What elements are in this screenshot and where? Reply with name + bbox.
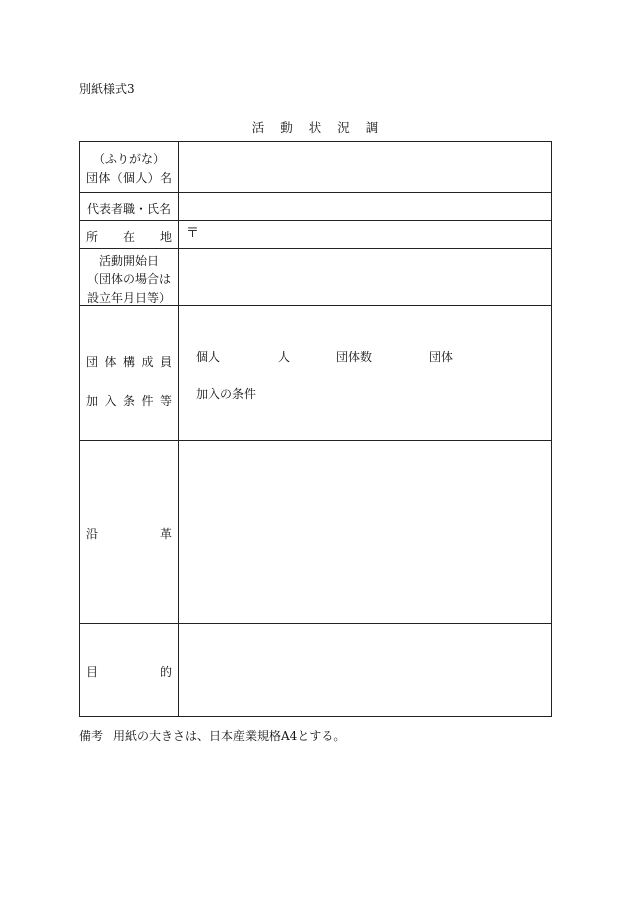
furigana-label: （ふりがな）: [92, 152, 165, 166]
address-label: [80, 228, 178, 245]
title-char: 動: [280, 120, 293, 135]
label-char: 在: [122, 230, 135, 244]
activity-start-label: 活動開始日: [98, 254, 159, 268]
document-title: [0, 118, 630, 136]
purpose-label: [80, 663, 178, 680]
activity-start-note-line1: （団体の場合は: [86, 272, 171, 286]
remarks-note: [79, 727, 345, 744]
group-unit: 団体: [429, 350, 454, 364]
row-divider: [80, 248, 551, 249]
label-char: 件: [141, 394, 154, 408]
title-char: 状: [308, 120, 322, 135]
label-char: 人: [135, 171, 148, 185]
row-divider: [80, 220, 551, 221]
individual-label: 個人: [196, 350, 221, 364]
label-char: 加: [86, 394, 99, 408]
label-char: 体: [104, 355, 117, 369]
label-char: 団: [86, 355, 99, 369]
label-char: 構: [122, 355, 135, 369]
label-char: 個: [122, 171, 135, 185]
title-char: 調: [365, 120, 379, 135]
row-divider: [80, 440, 551, 441]
group-count-label: 団体数: [336, 350, 373, 364]
history-label: [80, 525, 178, 542]
label-char: 条: [122, 394, 135, 408]
label-char: 員: [159, 355, 172, 369]
postal-mark: 〒: [186, 226, 200, 241]
join-condition-field-label: 加入の条件: [196, 387, 257, 401]
label-char: 所: [86, 230, 99, 244]
label-char: 入: [104, 394, 117, 408]
row-divider: [80, 192, 551, 193]
label-char: 名: [159, 171, 172, 185]
label-char: 地: [159, 230, 172, 244]
label-char: 等: [159, 394, 172, 408]
title-char: 活: [251, 120, 265, 135]
activity-status-table: [79, 141, 552, 717]
label-char: 沿: [86, 527, 99, 541]
label-char: 成: [141, 355, 154, 369]
form-number: 別紙様式3: [79, 82, 135, 96]
column-divider: [178, 142, 179, 716]
remarks-label: 備考: [79, 729, 104, 743]
label-char: 体: [98, 171, 111, 185]
label-char: 革: [159, 527, 172, 541]
label-char: （: [110, 171, 123, 185]
row-divider: [80, 623, 551, 624]
activity-start-note-line2: 設立年月日等）: [86, 291, 171, 305]
representative-label: 代表者職・氏名: [86, 202, 171, 216]
person-unit: 人: [278, 350, 291, 364]
join-conditions-label: [80, 392, 178, 409]
label-char: 団: [86, 171, 99, 185]
members-label: [80, 353, 178, 370]
label-char: 目: [86, 665, 99, 679]
label-char: ）: [147, 171, 160, 185]
title-char: 況: [337, 120, 350, 135]
label-char: 的: [159, 665, 172, 679]
group-name-label: [80, 169, 178, 186]
remarks-text: 用紙の大きさは、日本産業規格A4とする。: [113, 729, 346, 743]
